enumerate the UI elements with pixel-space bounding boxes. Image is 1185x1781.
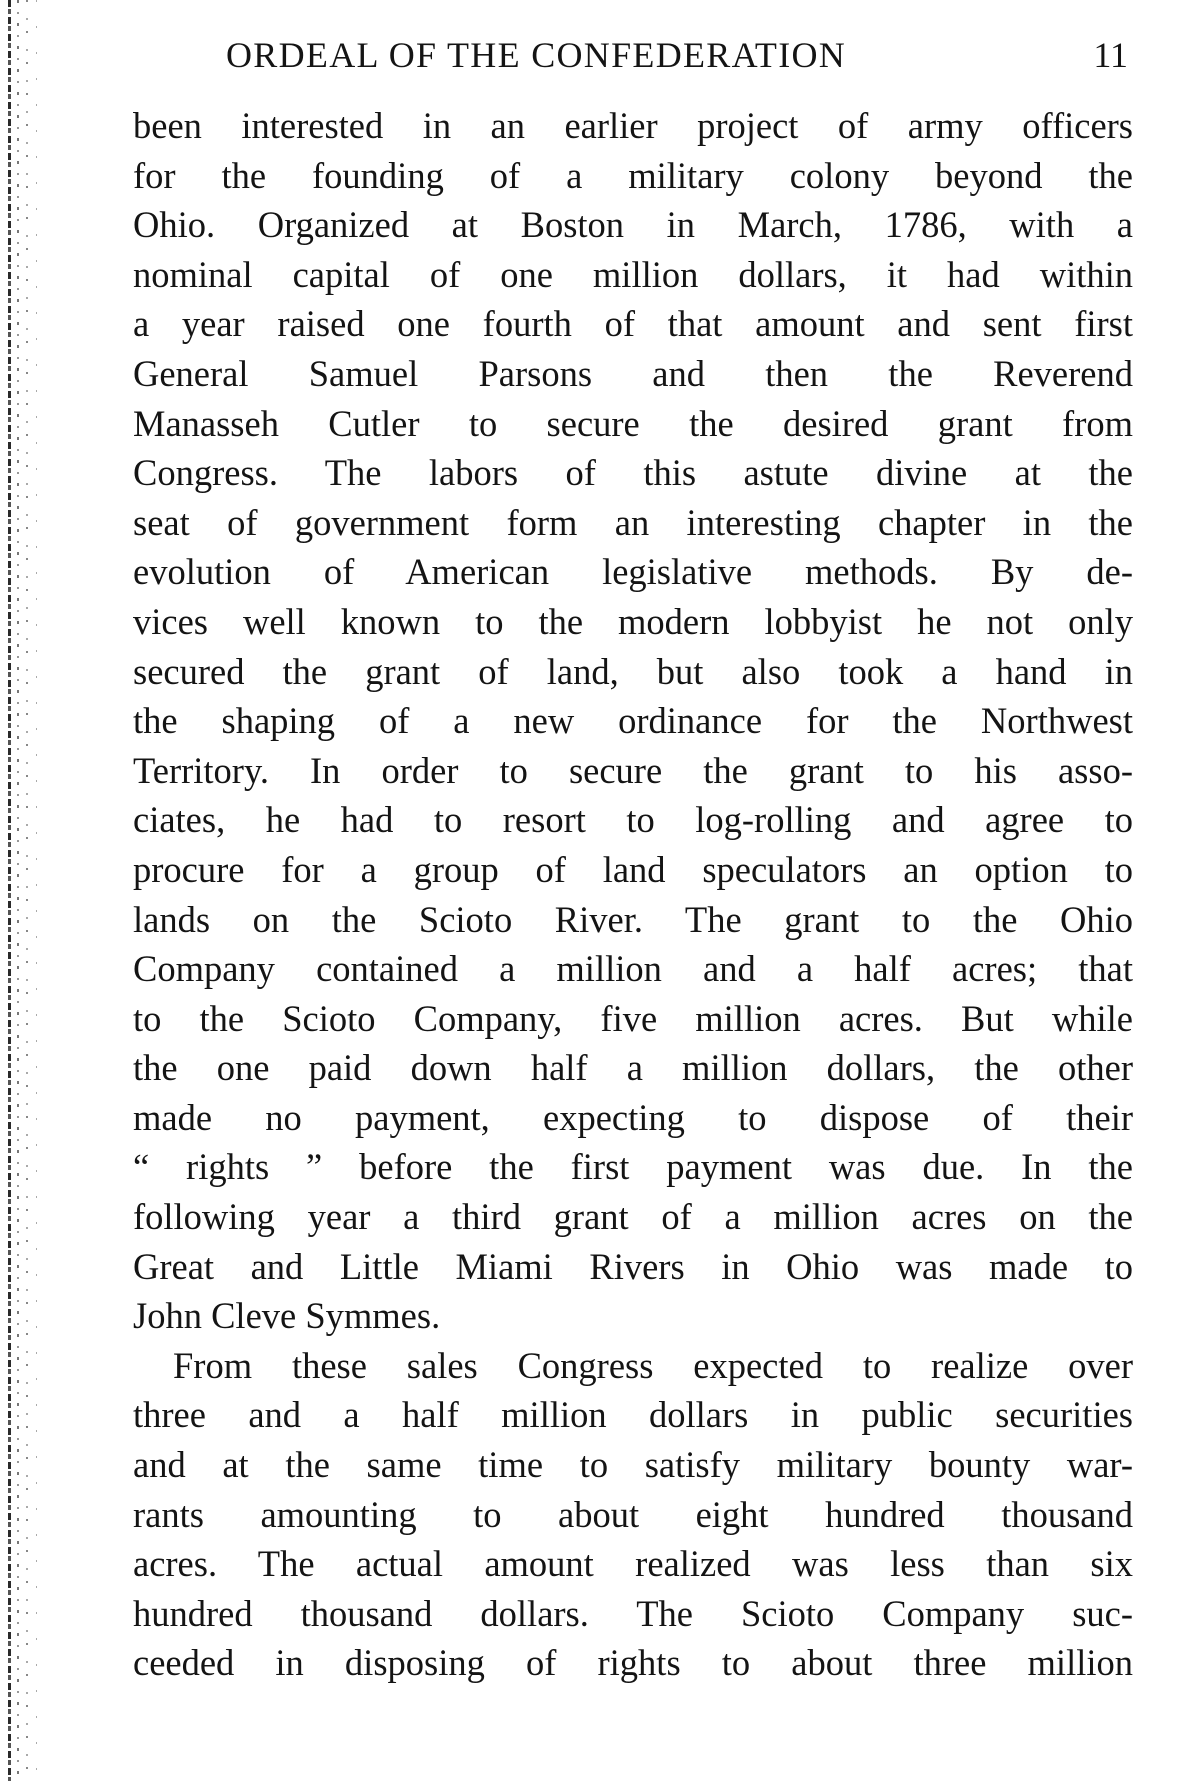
text-line: three and a half million dollars in public securities	[133, 1394, 1133, 1436]
text-line: a year raised one fourth of that amount and sent first	[133, 303, 1133, 345]
paragraph	[133, 101, 1133, 1341]
text-line: to the Scioto Company, five million acres. But while	[133, 997, 1133, 1039]
text-line: “ rights ” before the first payment was due. In the	[133, 1146, 1133, 1188]
binding-shadow-line	[17, 0, 19, 1781]
body-text	[133, 101, 1133, 1688]
text-line: made no payment, expecting to dispose of their	[133, 1096, 1133, 1138]
running-head	[0, 30, 1185, 86]
text-line: Company contained a million and a half acres; that	[133, 948, 1133, 990]
text-line: following year a third grant of a million acres on the	[133, 1196, 1133, 1238]
paragraph	[133, 1341, 1133, 1688]
text-line: Great and Little Miami Rivers in Ohio was made to	[133, 1245, 1133, 1287]
running-title: ORDEAL OF THE CONFEDERATION	[226, 35, 847, 75]
text-line: seat of government form an interesting chapter in the	[133, 501, 1133, 543]
text-line: rants amounting to about eight hundred thousand	[133, 1493, 1133, 1535]
text-line: the shaping of a new ordinance for the Northwest	[133, 700, 1133, 742]
text-line: Territory. In order to secure the grant to his asso-	[133, 749, 1133, 791]
text-line: Congress. The labors of this astute divine at the	[133, 452, 1133, 494]
text-line: been interested in an earlier project of army officers	[133, 105, 1133, 146]
text-line: John Cleve Symmes.	[133, 1295, 441, 1337]
text-line: From these sales Congress expected to realize over	[173, 1344, 1133, 1386]
text-line: for the founding of a military colony beyond the	[133, 154, 1133, 196]
text-line: Manasseh Cutler to secure the desired grant from	[133, 402, 1133, 444]
text-line: General Samuel Parsons and then the Reverend	[133, 352, 1133, 394]
text-line: vices well known to the modern lobbyist he not only	[133, 600, 1133, 642]
page-number: 11	[1093, 35, 1128, 75]
text-line: lands on the Scioto River. The grant to the Ohio	[133, 898, 1133, 940]
text-line: ciates, he had to resort to log-rolling and agree to	[133, 799, 1133, 841]
text-line: nominal capital of one million dollars, it had within	[133, 253, 1133, 295]
text-line: evolution of American legislative methods. By de-	[133, 551, 1133, 593]
text-line: Ohio. Organized at Boston in March, 1786, with a	[133, 204, 1133, 246]
text-line: procure for a group of land speculators an option to	[133, 848, 1133, 890]
text-line: ceeded in disposing of rights to about three million	[133, 1642, 1133, 1684]
binding-shadow-line	[36, 0, 37, 1781]
text-line: secured the grant of land, but also took a hand in	[133, 650, 1133, 692]
text-line: the one paid down half a million dollars, the other	[133, 1047, 1133, 1089]
scanned-page-binding-edge	[0, 0, 44, 1781]
binding-shadow-line	[26, 0, 28, 1781]
text-line: and at the same time to satisfy military bounty war-	[133, 1444, 1133, 1486]
binding-shadow-line	[8, 0, 11, 1781]
text-line: hundred thousand dollars. The Scioto Company suc-	[133, 1592, 1133, 1634]
text-line: acres. The actual amount realized was less than six	[133, 1543, 1133, 1585]
